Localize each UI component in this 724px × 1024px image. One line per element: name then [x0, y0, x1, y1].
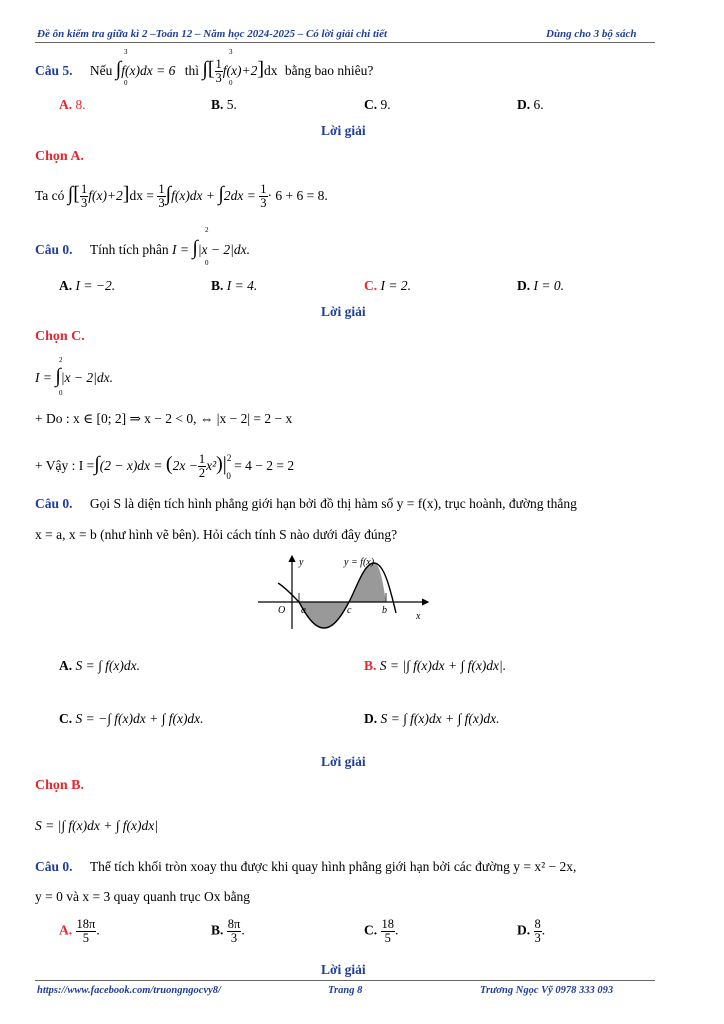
header-series: Dùng cho 3 bộ sách [546, 28, 637, 40]
q6-text: Tính tích phân [89, 242, 169, 257]
graph-label-b: b [382, 605, 387, 616]
q5-integral-1: f(x)dx = 6 [121, 63, 176, 78]
q8-line2: y = 0 và x = 3 quay quanh trục Ox bằng [35, 889, 251, 904]
q5-text-a: Nếu [89, 63, 113, 78]
q7-option-a[interactable]: A. S = ∫ f(x)dx. [59, 658, 141, 673]
q5-option-a[interactable]: A. 8. [59, 97, 86, 112]
q7-option-b[interactable]: B. S = |∫ f(x)dx + ∫ f(x)dx|. [364, 658, 507, 673]
q5-loigiai: Lời giải [321, 123, 366, 138]
graph-label-o: O [278, 605, 286, 616]
graph-label-y: y [299, 557, 304, 568]
integral-sign: ∫ [202, 58, 208, 80]
q5-line: Câu 5. Nếu ∫f(x)dx = 6 thì ∫[ $\frac{1}{3}$ f(x)+2]dx bằng bao nhiêu? [35, 57, 374, 86]
q5-lim-hi: 3 [124, 48, 128, 56]
q6-option-b[interactable]: B. I = 4. [211, 278, 258, 293]
q5-option-c[interactable]: C. 9. [364, 97, 391, 112]
q5-option-b[interactable]: B. 5. [211, 97, 237, 112]
q6-option-d[interactable]: D. I = 0. [517, 278, 564, 293]
footer-link[interactable]: https://www.facebook.com/truongngocvy8/ [37, 985, 221, 996]
q8-option-d[interactable]: D. $\frac{8}{3}$ . [517, 917, 546, 946]
q7-chon: Chọn B. [35, 778, 85, 793]
q8-line1: Câu 0. Thể tích khối tròn xoay thu được khi quay hình phẳng giới hạn bởi các đường y = x² − 2x, [35, 859, 577, 874]
q5-dx: dx [264, 63, 278, 78]
q5-solution: Ta có ∫[ $\frac{1}{3}$ f(x)+2]dx = $\frac{1}{3}$ ∫f(x)dx + ∫2dx = $\frac{1}{3}$ · 6 + 6 = 8. [35, 182, 328, 211]
footer-page: Trang 8 [328, 985, 363, 996]
q6-sol-line3: + Vậy : I =∫(2 − x)dx = (2x − $\frac{1}{2}$ $x^2)|^20 = 4 - 2 = 2$ [35, 452, 295, 481]
q6-body: |x − 2|dx. [197, 242, 250, 257]
q7-option-d[interactable]: D. S = ∫ f(x)dx + ∫ f(x)dx. [364, 711, 500, 726]
q5-expr: f(x)+2 [222, 63, 258, 78]
q6-sol-lim-hi: 2 [59, 356, 63, 364]
q8-option-c[interactable]: C. $\frac{18}{5}$ . [364, 917, 399, 946]
shaded-region-above [349, 563, 386, 602]
q6-sol-line2: + Do : x ∈ [0; 2] ⇒ x − 2 < 0, ⇔ |x − 2| = 2 − x [35, 411, 293, 426]
header-rule [35, 42, 655, 43]
q5-text-b: thì [184, 63, 199, 78]
q5-option-d[interactable]: D. 6. [517, 97, 544, 112]
q7-solution: S = |∫ f(x)dx + ∫ f(x)dx| [35, 818, 158, 833]
q5-lim-lo-2: 0 [229, 79, 233, 87]
q6-loigiai: Lời giải [321, 304, 366, 319]
graph-label-a: a [301, 605, 306, 616]
q7-option-c[interactable]: C. S = −∫ f(x)dx + ∫ f(x)dx. [59, 711, 204, 726]
footer-author: Trương Ngọc Vỹ 0978 333 093 [480, 985, 614, 996]
q6-lim-lo: 0 [205, 259, 209, 267]
q5-text-c: bằng bao nhiêu? [284, 63, 374, 78]
q6-option-a[interactable]: A. I = −2. [59, 278, 116, 293]
q7-graph [256, 553, 432, 631]
footer-rule [35, 980, 655, 981]
q8-option-b[interactable]: B. $\frac{8\pi}{3}$ . [211, 917, 245, 946]
q8-option-a[interactable]: A. $\frac{18\pi}{5}$ . [59, 917, 100, 946]
q5-lim-lo: 0 [124, 79, 128, 87]
q7-line1: Câu 0. Gọi S là diện tích hình phẳng giới hạn bởi đồ thị hàm số y = f(x), trục hoành, đường thẳng [35, 496, 577, 511]
q5-chon: Chọn A. [35, 149, 85, 164]
graph-label-fx: y = f(x) [344, 557, 375, 568]
q6-chon: Chọn C. [35, 329, 85, 344]
q7-line2: x = a, x = b (như hình vẽ bên). Hỏi cách tính S nào dưới đây đúng? [35, 527, 398, 542]
q6-line: Câu 0. Tính tích phân I = ∫|x − 2|dx. [35, 237, 250, 259]
graph-label-c: c [347, 605, 352, 616]
q6-lim-hi: 2 [205, 226, 209, 234]
integral-sign: ∫ [115, 58, 122, 80]
q5-lim-hi-2: 3 [229, 48, 233, 56]
q5-label: Câu 5. [35, 63, 73, 78]
q6-option-c[interactable]: C. I = 2. [364, 278, 411, 293]
q8-loigiai: Lời giải [321, 962, 366, 977]
q6-expr: I = [172, 242, 193, 257]
graph-label-x: x [416, 611, 421, 622]
header-title: Đề ôn kiểm tra giữa kì 2 –Toán 12 – Năm học 2024-2025 – Có lời giải chi tiết [37, 28, 388, 40]
q7-loigiai: Lời giải [321, 754, 366, 769]
q5-fraction: $\frac{1}{3}$ [215, 57, 222, 86]
q6-sol-line1: I = ∫|x − 2|dx. [35, 365, 113, 387]
q6-sol-lim-lo: 0 [59, 389, 63, 397]
q6-label: Câu 0. [35, 242, 73, 257]
